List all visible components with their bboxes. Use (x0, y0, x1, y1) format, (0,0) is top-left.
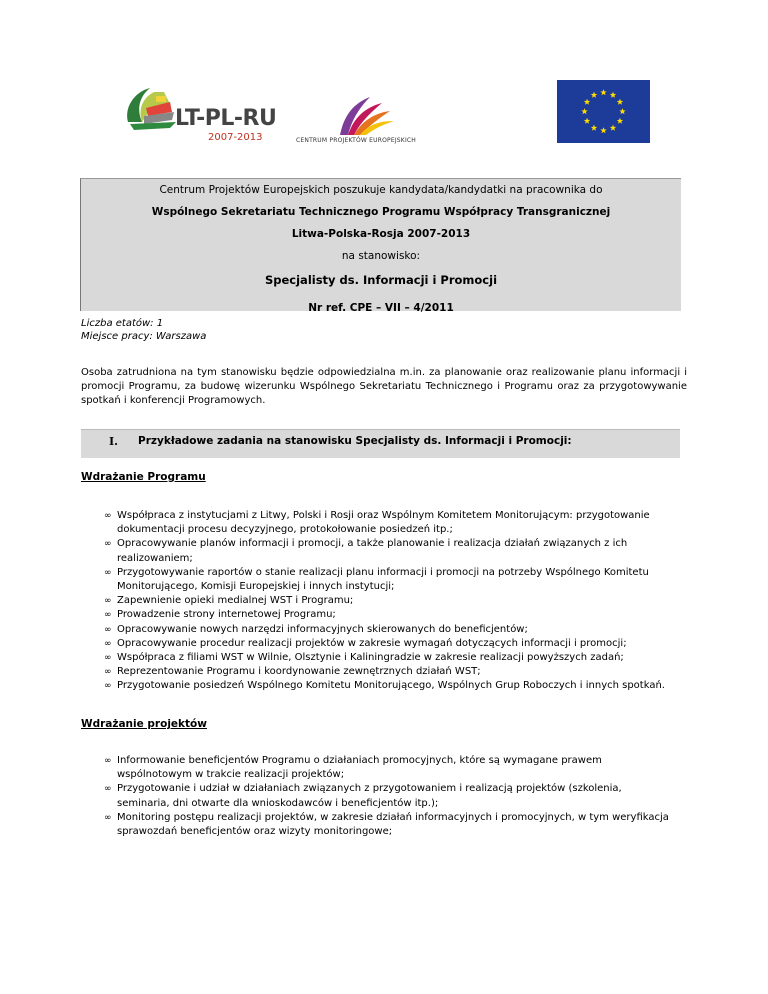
header-line-3: Litwa-Polska-Rosja 2007-2013 (291, 228, 471, 240)
bullet-icon: ∞ (104, 511, 112, 521)
list-item: ∞ Współpraca z instytucjami z Litwy, Polski i Rosji oraz Wspólnym Komitetem Monitorującym: przygotowanie dokumentacji procesu decyzyjnego, protokołowanie posiedzeń itp.; (104, 510, 650, 536)
ltplru-logo-text: LT-PL-RU (175, 106, 277, 131)
subheading-wdrazanie-programu: Wdrażanie Programu (81, 471, 206, 483)
miejsce-pracy: Miejsce pracy: Warszawa (81, 331, 207, 342)
ltplru-emblem-icon (120, 78, 180, 138)
position-title: Specjalisty ds. Informacji i Promocji (264, 273, 498, 287)
list-item: ∞ Prowadzenie strony internetowej Programu; (0, 608, 677, 622)
cpe-logo-caption: CENTRUM PROJEKTÓW EUROPEJSKICH (296, 137, 417, 144)
bullet-icon: ∞ (104, 638, 112, 649)
section-heading (81, 429, 680, 458)
list-item: ∞ Przygotowywanie raportów o stanie realizacji planu informacji i promocji na potrzeby Wspólnego Komitetu Monitorującego, Komisji Europejskiej i innych instytucji; (104, 566, 649, 593)
bullet-icon: ∞ (104, 567, 112, 578)
bullet-icon: ∞ (104, 681, 112, 692)
list-item: ∞ Opracowywanie procedur realizacji projektów w zakresie wymagań dotyczących informacji i promocji; (0, 637, 677, 651)
subheading-wdrazanie-projektow: Wdrażanie projektów (81, 718, 207, 730)
bullet-icon: ∞ (104, 653, 112, 664)
header-line-2: Wspólnego Sekretariatu Technicznego Programu Współpracy Transgranicznej (151, 206, 611, 218)
project-task-list (0, 754, 677, 839)
bullet-icon: ∞ (104, 624, 112, 635)
bullet-icon: ∞ (104, 812, 112, 823)
section-number: I. (109, 435, 118, 448)
section-title: Przykładowe zadania na stanowisku Specjalisty ds. Informacji i Promocji: (138, 435, 572, 447)
bullet-icon: ∞ (104, 667, 112, 678)
list-item: ∞ Przygotowanie posiedzeń Wspólnego Komitetu Monitorującego, Wspólnych Grup Roboczych i innych spotkań. (0, 679, 677, 693)
job-offer-header (80, 178, 681, 314)
bullet-icon: ∞ (104, 784, 112, 795)
bullet-icon: ∞ (104, 756, 112, 766)
intro-paragraph: Osoba zatrudniona na tym stanowisku będzie odpowiedzialna m.in. za planowanie oraz realizowanie planu informacji i promocji Programu, za budowę wizerunku Wspólnego Sekretariatu Technicznego i Programu oraz za przygotowywanie spotkań i konferencji Programowych. (81, 367, 687, 406)
cpe-logo (290, 95, 430, 150)
ltplru-logo (120, 78, 280, 158)
list-item: ∞ Opracowywanie nowych narzędzi informacyjnych skierowanych do beneficjentów; (0, 623, 677, 637)
ltplru-logo-years: 2007-2013 (208, 132, 263, 143)
program-task-list (0, 509, 677, 694)
cpe-swoosh-icon (320, 95, 400, 137)
list-item: ∞ Przygotowanie i udział w działaniach związanych z przygotowaniem i realizacją projektów (szkolenia, seminaria, dni otwarte dla wnioskodawców i beneficjentów itp.); (104, 783, 622, 809)
liczba-etatow: Liczba etatów: 1 (81, 318, 164, 329)
reference-number: Nr ref. CPE – VII – 4/2011 (308, 302, 454, 314)
eu-flag-icon (557, 80, 650, 143)
list-item: ∞ Zapewnienie opieki medialnej WST i Programu; (0, 594, 677, 608)
list-item: ∞ Informowanie beneficjentów Programu o działaniach promocyjnych, które są wymagane prawem wspólnotowym w trakcie realizacji projektów; (104, 755, 602, 781)
list-item: ∞ Opracowywanie planów informacji i promocji, a także planowanie i realizacja działań związanych z ich realizowaniem; (104, 538, 628, 564)
bullet-icon: ∞ (104, 539, 112, 550)
header-line-4: na stanowisko: (341, 250, 421, 262)
list-item: ∞ Reprezentowanie Programu i koordynowanie zewnętrznych działań WST; (0, 665, 677, 679)
list-item: ∞ Monitoring postępu realizacji projektów, w zakresie działań informacyjnych i promocyjnych, w tym weryfikacja sprawozdań beneficjentów oraz wizyty monitoringowe; (104, 811, 669, 838)
bullet-icon: ∞ (104, 596, 112, 607)
list-item: ∞ Współpraca z filiami WST w Wilnie, Olsztynie i Kaliningradzie w zakresie realizacji powyższych zadań; (0, 651, 677, 665)
bullet-icon: ∞ (104, 610, 112, 621)
header-line-1: Centrum Projektów Europejskich poszukuje kandydata/kandydatki na pracownika do (159, 184, 603, 196)
